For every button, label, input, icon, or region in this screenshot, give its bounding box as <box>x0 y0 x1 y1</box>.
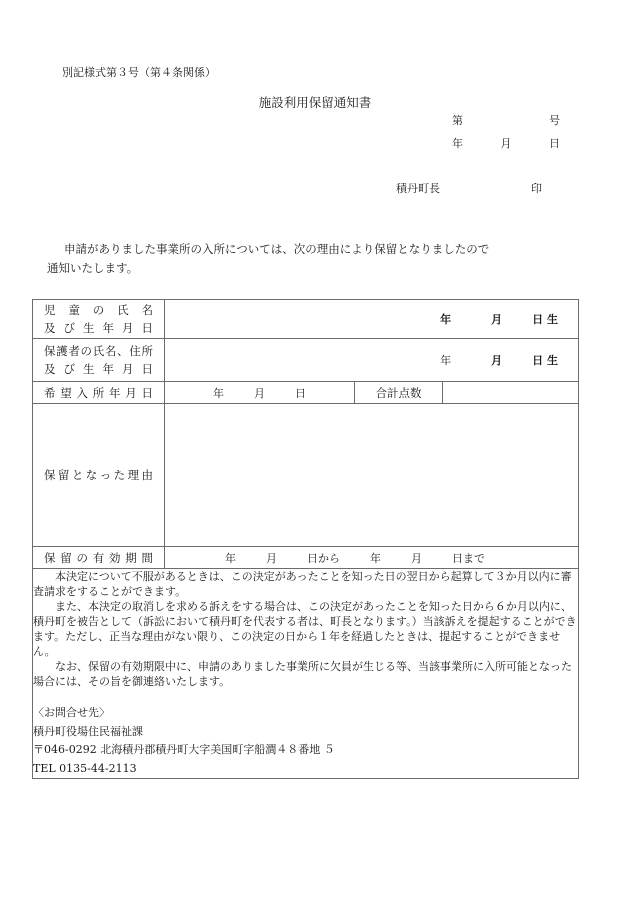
validity-from-month: 月 <box>266 551 277 565</box>
child-dob-month: 月 <box>491 313 503 326</box>
validity-period <box>165 550 578 566</box>
child-dob <box>165 311 578 327</box>
note-appeal: 本決定について不服があるときは、この決定があったことを知った日の翌日から起算して３か月以内に審査請求をすることができます。 <box>33 570 572 598</box>
guardian-row <box>33 339 579 382</box>
issue-year: 年 <box>452 137 463 150</box>
validity-value-cell[interactable] <box>165 547 579 569</box>
reason-label: 保留となった理由 <box>44 468 153 482</box>
guardian-label-line-2: 及 び 生 年 月 日 <box>44 362 153 376</box>
desired-label: 希 望 入 所 年 月 日 <box>44 385 153 400</box>
document-number-line <box>452 112 560 128</box>
number-prefix: 第 <box>452 114 463 127</box>
desired-date <box>165 385 354 401</box>
child-label-line-2: 及 び 生 年 月 日 <box>44 321 153 335</box>
child-value-cell[interactable] <box>165 300 579 339</box>
intro-line-2: 通知いたします。 <box>47 261 139 275</box>
child-label-line-1: 児 童 の 氏 名 <box>44 303 153 317</box>
points-label: 合計点数 <box>375 385 422 400</box>
form-reference: 別記様式第３号（第４条関係） <box>62 66 216 79</box>
notification-form-table <box>32 299 579 779</box>
contact-department: 積丹町役場住民福祉課 <box>33 724 143 738</box>
contact-phone: TEL 0135-44-2113 <box>33 761 137 775</box>
issue-day: 日 <box>549 137 560 150</box>
desired-label-cell <box>33 382 165 404</box>
reason-value-cell[interactable] <box>165 404 579 547</box>
notes-cell <box>33 569 579 779</box>
desired-date-cell[interactable] <box>165 382 355 404</box>
validity-label-cell <box>33 547 165 569</box>
contact-block <box>33 704 578 778</box>
validity-from-year: 年 <box>225 551 236 565</box>
issue-month: 月 <box>500 137 512 150</box>
desired-month: 月 <box>254 386 265 400</box>
issue-date-line <box>452 135 560 151</box>
notes-row <box>33 569 579 779</box>
document-title: 施設利用保留通知書 <box>258 95 372 110</box>
guardian-dob <box>165 352 578 368</box>
reason-row <box>33 404 579 547</box>
validity-row <box>33 547 579 569</box>
desired-date-row <box>33 382 579 404</box>
intro-line-1: 申請がありました事業所の入所については、次の理由により保留となりましたので <box>64 242 490 256</box>
reason-label-cell <box>33 404 165 547</box>
guardian-label-cell <box>33 339 165 382</box>
intro-text <box>47 240 547 278</box>
number-suffix: 号 <box>549 114 560 127</box>
points-value-cell[interactable] <box>443 382 579 404</box>
child-dob-day: 日 生 <box>532 313 558 326</box>
validity-label: 保 留 の 有 効 期 間 <box>44 550 153 565</box>
contact-address: 〒046-0292 北海積丹郡積丹町大字美国町字船澗４８番地 ５ <box>33 743 335 756</box>
contact-heading: 〈お問合せ先〉 <box>33 706 110 719</box>
child-label-cell <box>33 300 165 339</box>
guardian-dob-day: 日 生 <box>532 354 558 367</box>
desired-day: 日 <box>295 386 306 400</box>
validity-to-day: 日まで <box>452 551 485 565</box>
guardian-dob-month: 月 <box>491 354 503 367</box>
guardian-dob-year: 年 <box>440 354 452 367</box>
guardian-value-cell[interactable] <box>165 339 579 382</box>
note-vacancy: なお、保留の有効期限中に、申請のありました事業所に欠員が生じる等、当該事業所に入所可能となった場合には、その旨を御連絡いたします。 <box>33 660 572 688</box>
note-lawsuit: また、本決定の取消しを求める訴えをする場合は、この決定があったことを知った日から６か月以内に、積丹町を被告として（訴訟において積丹町を代表する者は、町長となります。）当該訴えを提起することができます。ただし、正当な理由がない限り、この決定の日から１年を経過したときは、提起することができません。 <box>33 600 577 658</box>
child-dob-year: 年 <box>440 313 452 326</box>
validity-to-year: 年 <box>370 551 381 565</box>
issuer-name: 積丹町長 <box>396 182 440 195</box>
desired-year: 年 <box>213 386 224 400</box>
child-row <box>33 300 579 339</box>
validity-to-month: 月 <box>411 551 422 565</box>
points-label-cell <box>355 382 443 404</box>
seal-mark: 印 <box>531 182 542 195</box>
guardian-label-line-1: 保護者の氏名、住所 <box>44 344 153 358</box>
validity-from-day: 日から <box>307 551 340 565</box>
